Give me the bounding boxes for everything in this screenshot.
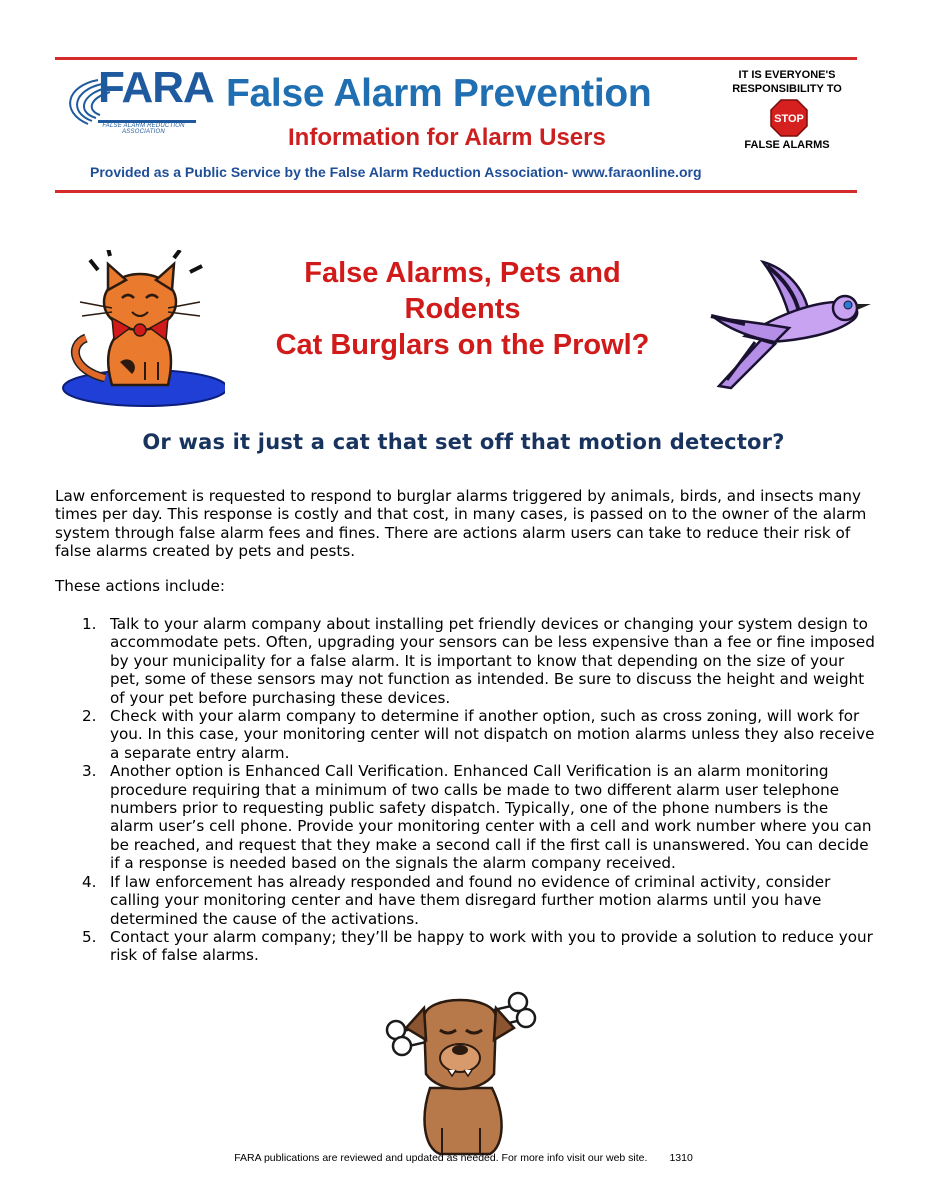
responsibility-line-2: RESPONSIBILITY TO	[732, 83, 842, 95]
logo-wordmark: FARA	[98, 63, 214, 112]
responsibility-line-1: IT IS EVERYONE'S	[738, 69, 836, 81]
action-item	[55, 873, 875, 928]
false-alarms-label: FALSE ALARMS	[744, 139, 830, 151]
title-line-3: Cat Burglars on the Prowl?	[275, 329, 650, 361]
action-text: Talk to your alarm company about installing pet friendly devices or changing your system design to accommodate pets. Often, upgrading your sensors can be less expensive than a fee or fine imposed by your municipality for a false alarm. It is important to know that depending on the size of your pet, some of these sensors may not function as intended. Be sure to discuss the height and weight of your pet before purchasing these devices.	[110, 615, 875, 707]
action-text: Check with your alarm company to determine if another option, such as cross zoning, will work for you. In this case, your monitoring center will not dispatch on motion alarms unless they also receive a separate entry alarm.	[110, 707, 875, 762]
document-title	[225, 255, 700, 363]
header-subtitle: Information for Alarm Users	[288, 124, 606, 151]
action-number: 2.	[82, 707, 97, 726]
dog-illustration	[380, 978, 540, 1158]
cat-illustration	[50, 250, 225, 410]
lead-question: Or was it just a cat that set off that motion detector?	[142, 430, 785, 454]
action-text: Another option is Enhanced Call Verification. Enhanced Call Verification is an alarm monitoring procedure requiring that a minimum of two calls be made to two different alarm user telephone numbers prior to requesting public safety dispatch. Typically, one of the phone numbers is the alarm user’s cell phone. Provide your monitoring center with a cell and work number where you can be reached, and request that they make a second call if the first call is unanswered. You can decide if a response is needed based on the signals the alarm company received.	[110, 762, 872, 873]
stop-sign-icon	[769, 98, 809, 138]
stop-sign-text: STOP	[774, 113, 804, 125]
action-number: 4.	[82, 872, 97, 891]
intro-paragraph: Law enforcement is requested to respond to burglar alarms triggered by animals, birds, and insects many times per day. This response is costly and that cost, in many cases, is passed on to the owner of the alarm system through false alarm fees and fines. There are actions alarm users can take to reduce their risk of false alarms created by pets and pests.	[55, 487, 867, 561]
footer	[0, 1152, 927, 1164]
public-service-line: Provided as a Public Service by the False Alarm Reduction Association- www.faraonline.org	[90, 164, 702, 180]
footer-text: FARA publications are reviewed and updated as needed. For more info visit our web site.	[234, 1152, 648, 1164]
header-top-rule	[55, 57, 857, 60]
action-number: 5.	[82, 927, 97, 946]
action-item	[55, 707, 875, 762]
responsibility-badge	[722, 68, 852, 96]
title-line-2: Rodents	[404, 293, 521, 325]
header-title: False Alarm Prevention	[226, 72, 652, 115]
title-line-1: False Alarms, Pets and	[304, 257, 621, 289]
actions-list	[55, 615, 875, 965]
header-bottom-rule	[55, 190, 857, 193]
action-item	[55, 615, 875, 707]
action-text: Contact your alarm company; they’ll be happy to work with you to provide a solution to reduce your risk of false alarms.	[110, 927, 873, 965]
action-number: 1.	[82, 615, 97, 633]
actions-intro: These actions include:	[55, 577, 225, 595]
action-text: If law enforcement has already responded and found no evidence of criminal activity, consider calling your monitoring center and have them disregard further motion alarms until you have determined the cause of the activations.	[110, 872, 831, 928]
action-item	[55, 928, 875, 965]
action-number: 3.	[82, 762, 97, 781]
logo-tagline: FALSE ALARM REDUCTION ASSOCIATION	[102, 123, 185, 135]
action-item	[55, 762, 875, 872]
publication-code: 1310	[669, 1152, 693, 1164]
bird-illustration	[705, 258, 875, 398]
